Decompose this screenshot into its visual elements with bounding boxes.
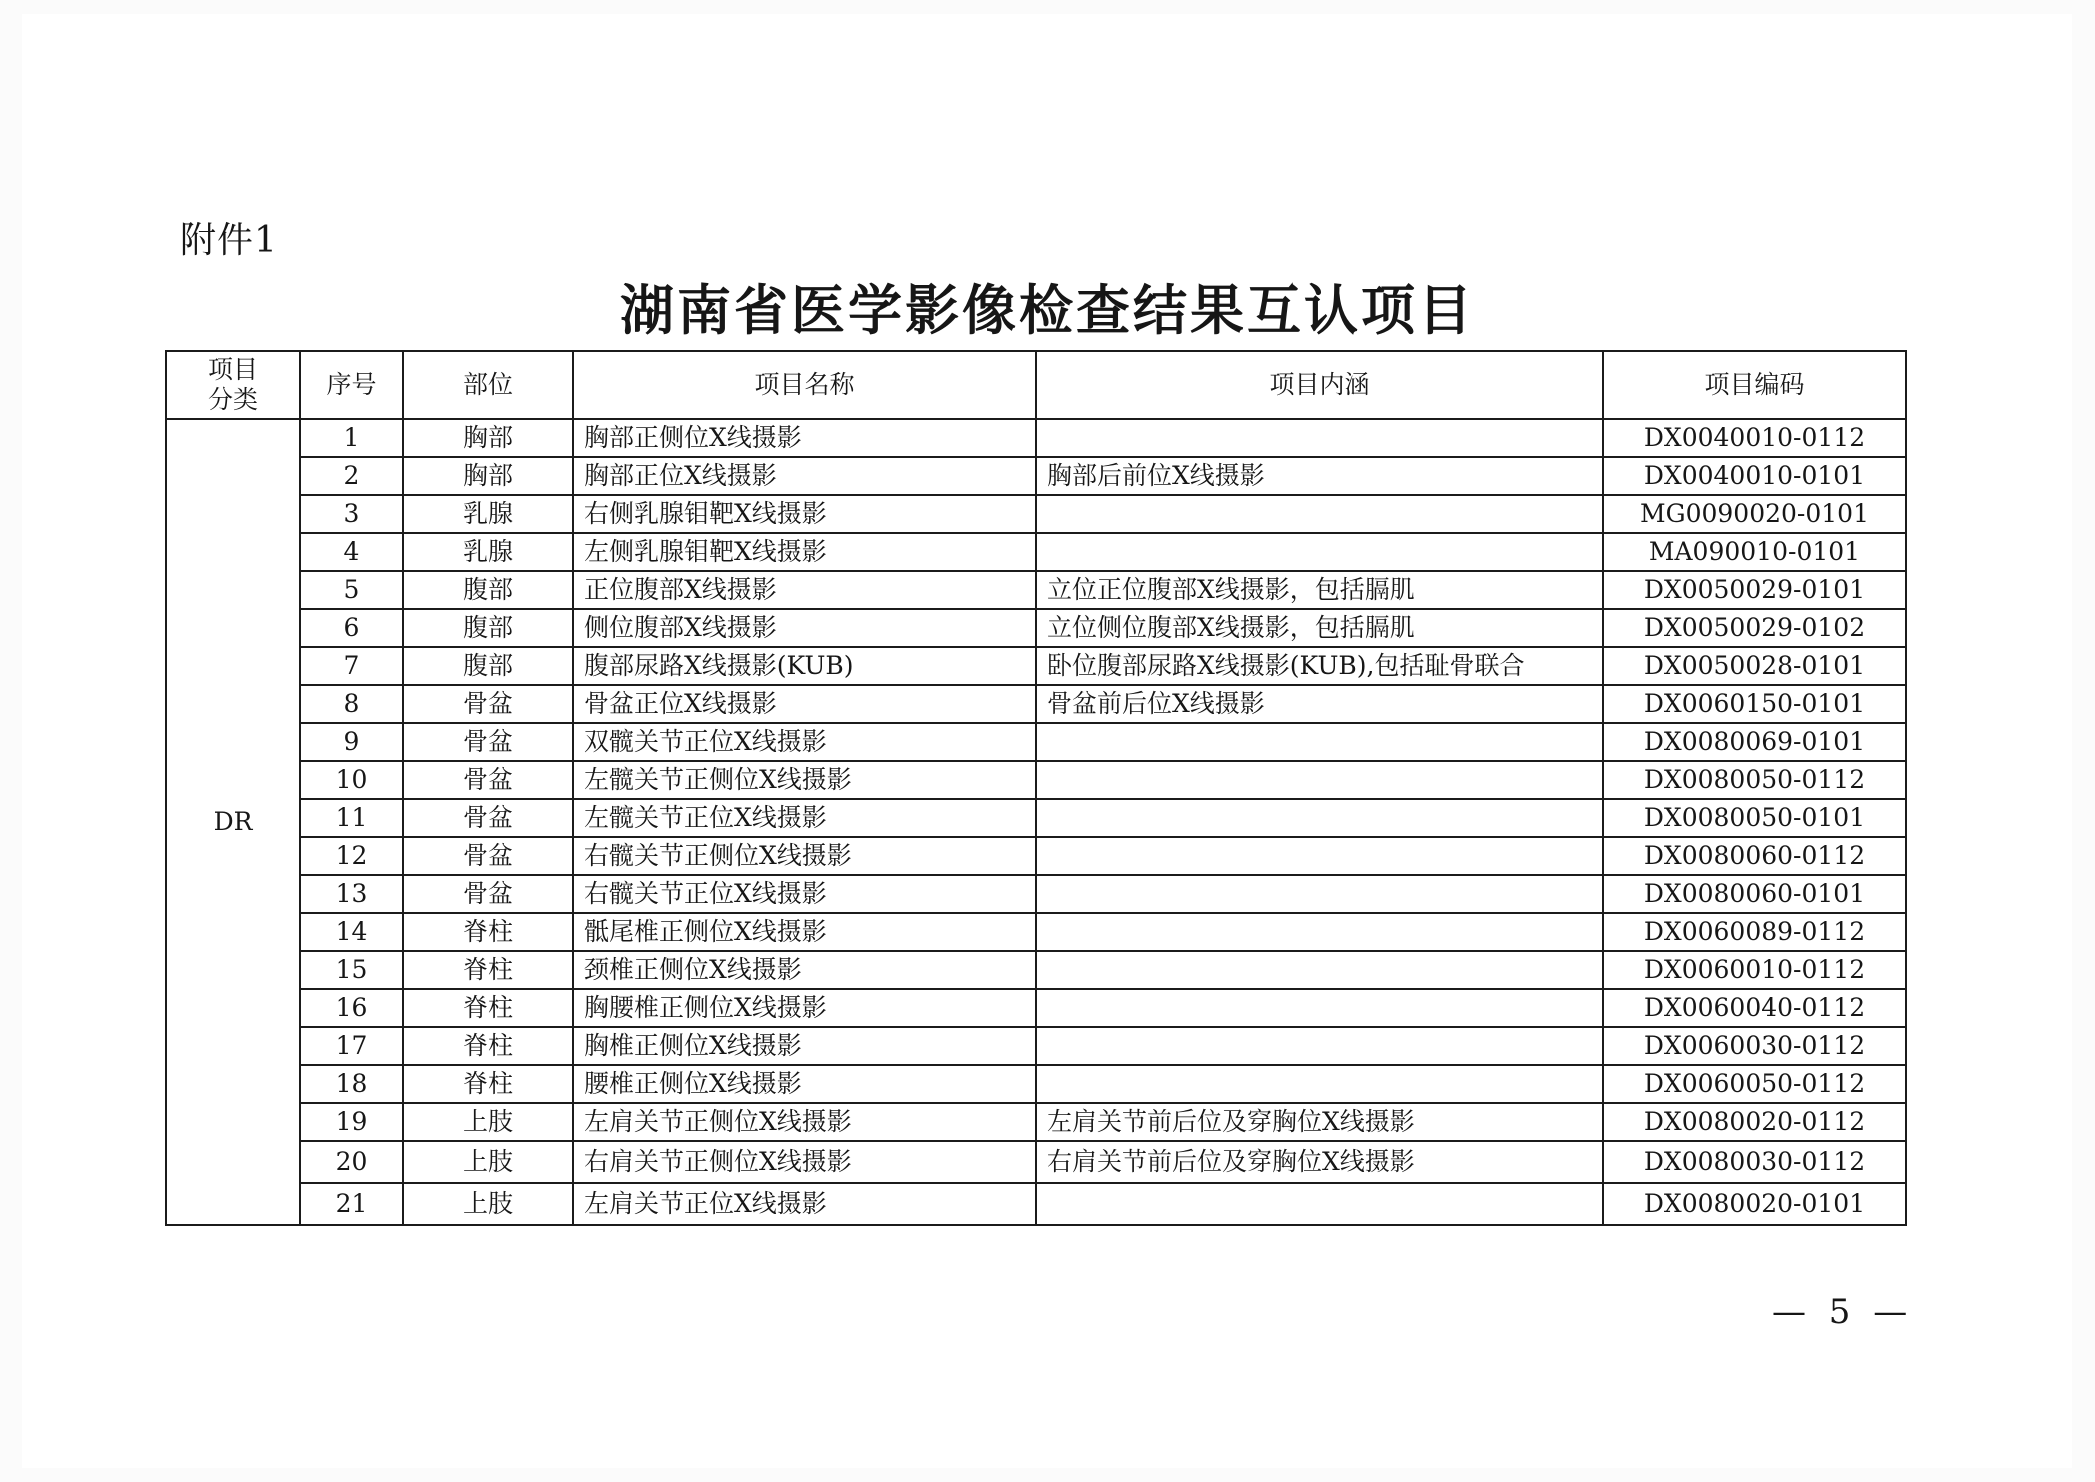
code-cell: DX0050029-0102 [1603, 609, 1906, 647]
table-row [166, 647, 1906, 685]
content-cell [1036, 1183, 1603, 1225]
name-cell: 腰椎正侧位X线摄影 [573, 1065, 1036, 1103]
content-cell: 左肩关节前后位及穿胸位X线摄影 [1036, 1103, 1603, 1141]
seq-cell: 18 [300, 1065, 403, 1103]
part-cell: 上肢 [403, 1141, 573, 1183]
seq-cell: 8 [300, 685, 403, 723]
code-cell: DX0060089-0112 [1603, 913, 1906, 951]
name-cell: 骶尾椎正侧位X线摄影 [573, 913, 1036, 951]
name-cell: 左侧乳腺钼靶X线摄影 [573, 533, 1036, 571]
seq-cell: 10 [300, 761, 403, 799]
name-cell: 左肩关节正侧位X线摄影 [573, 1103, 1036, 1141]
part-cell: 上肢 [403, 1103, 573, 1141]
name-cell: 右髋关节正侧位X线摄影 [573, 837, 1036, 875]
name-cell: 胸部正位X线摄影 [573, 457, 1036, 495]
table-row [166, 1027, 1906, 1065]
seq-cell: 3 [300, 495, 403, 533]
code-cell: MG0090020-0101 [1603, 495, 1906, 533]
code-cell: DX0080069-0101 [1603, 723, 1906, 761]
content-cell: 右肩关节前后位及穿胸位X线摄影 [1036, 1141, 1603, 1183]
table-row [166, 913, 1906, 951]
table-row [166, 951, 1906, 989]
header-seq: 序号 [300, 351, 403, 419]
content-cell [1036, 419, 1603, 457]
code-cell: DX0060030-0112 [1603, 1027, 1906, 1065]
seq-cell: 1 [300, 419, 403, 457]
table-row [166, 609, 1906, 647]
seq-cell: 13 [300, 875, 403, 913]
part-cell: 腹部 [403, 647, 573, 685]
seq-cell: 6 [300, 609, 403, 647]
table-row [166, 457, 1906, 495]
name-cell: 双髋关节正位X线摄影 [573, 723, 1036, 761]
name-cell: 正位腹部X线摄影 [573, 571, 1036, 609]
code-cell: DX0060050-0112 [1603, 1065, 1906, 1103]
part-cell: 脊柱 [403, 1027, 573, 1065]
seq-cell: 21 [300, 1183, 403, 1225]
content-cell [1036, 951, 1603, 989]
content-cell [1036, 913, 1603, 951]
header-content: 项目内涵 [1036, 351, 1603, 419]
content-cell: 胸部后前位X线摄影 [1036, 457, 1603, 495]
code-cell: DX0040010-0112 [1603, 419, 1906, 457]
part-cell: 上肢 [403, 1183, 573, 1225]
name-cell: 侧位腹部X线摄影 [573, 609, 1036, 647]
part-cell: 骨盆 [403, 799, 573, 837]
part-cell: 胸部 [403, 457, 573, 495]
table-row [166, 761, 1906, 799]
table-row [166, 533, 1906, 571]
header-category-line2: 分类 [207, 385, 258, 414]
seq-cell: 2 [300, 457, 403, 495]
items-table [165, 350, 1907, 1226]
part-cell: 乳腺 [403, 533, 573, 571]
part-cell: 脊柱 [403, 989, 573, 1027]
content-cell [1036, 799, 1603, 837]
code-cell: DX0080030-0112 [1603, 1141, 1906, 1183]
name-cell: 左肩关节正位X线摄影 [573, 1183, 1036, 1225]
page-number: — 5 — [1772, 1292, 1914, 1332]
header-code: 项目编码 [1603, 351, 1906, 419]
content-cell [1036, 723, 1603, 761]
document-title: 湖南省医学影像检查结果互认项目 [620, 278, 1475, 342]
content-cell: 立位侧位腹部X线摄影，包括膈肌 [1036, 609, 1603, 647]
content-cell [1036, 533, 1603, 571]
header-category [166, 351, 300, 419]
content-cell [1036, 1065, 1603, 1103]
table-row [166, 799, 1906, 837]
seq-cell: 9 [300, 723, 403, 761]
code-cell: DX0040010-0101 [1603, 457, 1906, 495]
table-row [166, 837, 1906, 875]
seq-cell: 14 [300, 913, 403, 951]
table-row [166, 1183, 1906, 1225]
code-cell: DX0050029-0101 [1603, 571, 1906, 609]
seq-cell: 20 [300, 1141, 403, 1183]
part-cell: 骨盆 [403, 685, 573, 723]
part-cell: 脊柱 [403, 951, 573, 989]
part-cell: 脊柱 [403, 1065, 573, 1103]
content-cell [1036, 989, 1603, 1027]
seq-cell: 19 [300, 1103, 403, 1141]
name-cell: 颈椎正侧位X线摄影 [573, 951, 1036, 989]
table-row [166, 989, 1906, 1027]
name-cell: 右髋关节正位X线摄影 [573, 875, 1036, 913]
code-cell: DX0080060-0101 [1603, 875, 1906, 913]
content-cell: 立位正位腹部X线摄影，包括膈肌 [1036, 571, 1603, 609]
code-cell: DX0080050-0101 [1603, 799, 1906, 837]
code-cell: DX0060010-0112 [1603, 951, 1906, 989]
table-row [166, 419, 1906, 457]
content-cell [1036, 875, 1603, 913]
seq-cell: 15 [300, 951, 403, 989]
part-cell: 胸部 [403, 419, 573, 457]
seq-cell: 17 [300, 1027, 403, 1065]
name-cell: 胸腰椎正侧位X线摄影 [573, 989, 1036, 1027]
part-cell: 腹部 [403, 609, 573, 647]
code-cell: DX0080060-0112 [1603, 837, 1906, 875]
table-row [166, 875, 1906, 913]
part-cell: 骨盆 [403, 875, 573, 913]
seq-cell: 5 [300, 571, 403, 609]
content-cell: 卧位腹部尿路X线摄影(KUB),包括耻骨联合 [1036, 647, 1603, 685]
part-cell: 乳腺 [403, 495, 573, 533]
code-cell: DX0060150-0101 [1603, 685, 1906, 723]
table-row [166, 1065, 1906, 1103]
table-row [166, 685, 1906, 723]
code-cell: MA090010-0101 [1603, 533, 1906, 571]
content-cell [1036, 495, 1603, 533]
part-cell: 脊柱 [403, 913, 573, 951]
table-row [166, 1141, 1906, 1183]
name-cell: 左髋关节正位X线摄影 [573, 799, 1036, 837]
seq-cell: 12 [300, 837, 403, 875]
name-cell: 骨盆正位X线摄影 [573, 685, 1036, 723]
name-cell: 右侧乳腺钼靶X线摄影 [573, 495, 1036, 533]
code-cell: DX0080020-0112 [1603, 1103, 1906, 1141]
name-cell: 左髋关节正侧位X线摄影 [573, 761, 1036, 799]
content-cell [1036, 1027, 1603, 1065]
seq-cell: 11 [300, 799, 403, 837]
part-cell: 腹部 [403, 571, 573, 609]
name-cell: 胸部正侧位X线摄影 [573, 419, 1036, 457]
header-category-line1: 项目 [207, 355, 258, 384]
seq-cell: 7 [300, 647, 403, 685]
name-cell: 右肩关节正侧位X线摄影 [573, 1141, 1036, 1183]
name-cell: 腹部尿路X线摄影(KUB) [573, 647, 1036, 685]
part-cell: 骨盆 [403, 761, 573, 799]
part-cell: 骨盆 [403, 837, 573, 875]
part-cell: 骨盆 [403, 723, 573, 761]
content-cell: 骨盆前后位X线摄影 [1036, 685, 1603, 723]
seq-cell: 4 [300, 533, 403, 571]
attachment-label: 附件1 [180, 220, 278, 261]
code-cell: DX0080050-0112 [1603, 761, 1906, 799]
code-cell: DX0080020-0101 [1603, 1183, 1906, 1225]
content-cell [1036, 761, 1603, 799]
table-row [166, 1103, 1906, 1141]
code-cell: DX0060040-0112 [1603, 989, 1906, 1027]
name-cell: 胸椎正侧位X线摄影 [573, 1027, 1036, 1065]
table-row [166, 571, 1906, 609]
table-row [166, 723, 1906, 761]
header-name: 项目名称 [573, 351, 1036, 419]
seq-cell: 16 [300, 989, 403, 1027]
code-cell: DX0050028-0101 [1603, 647, 1906, 685]
category-cell: DR [166, 419, 300, 1225]
header-part: 部位 [403, 351, 573, 419]
table-row [166, 495, 1906, 533]
content-cell [1036, 837, 1603, 875]
table-header-row [166, 351, 1906, 419]
